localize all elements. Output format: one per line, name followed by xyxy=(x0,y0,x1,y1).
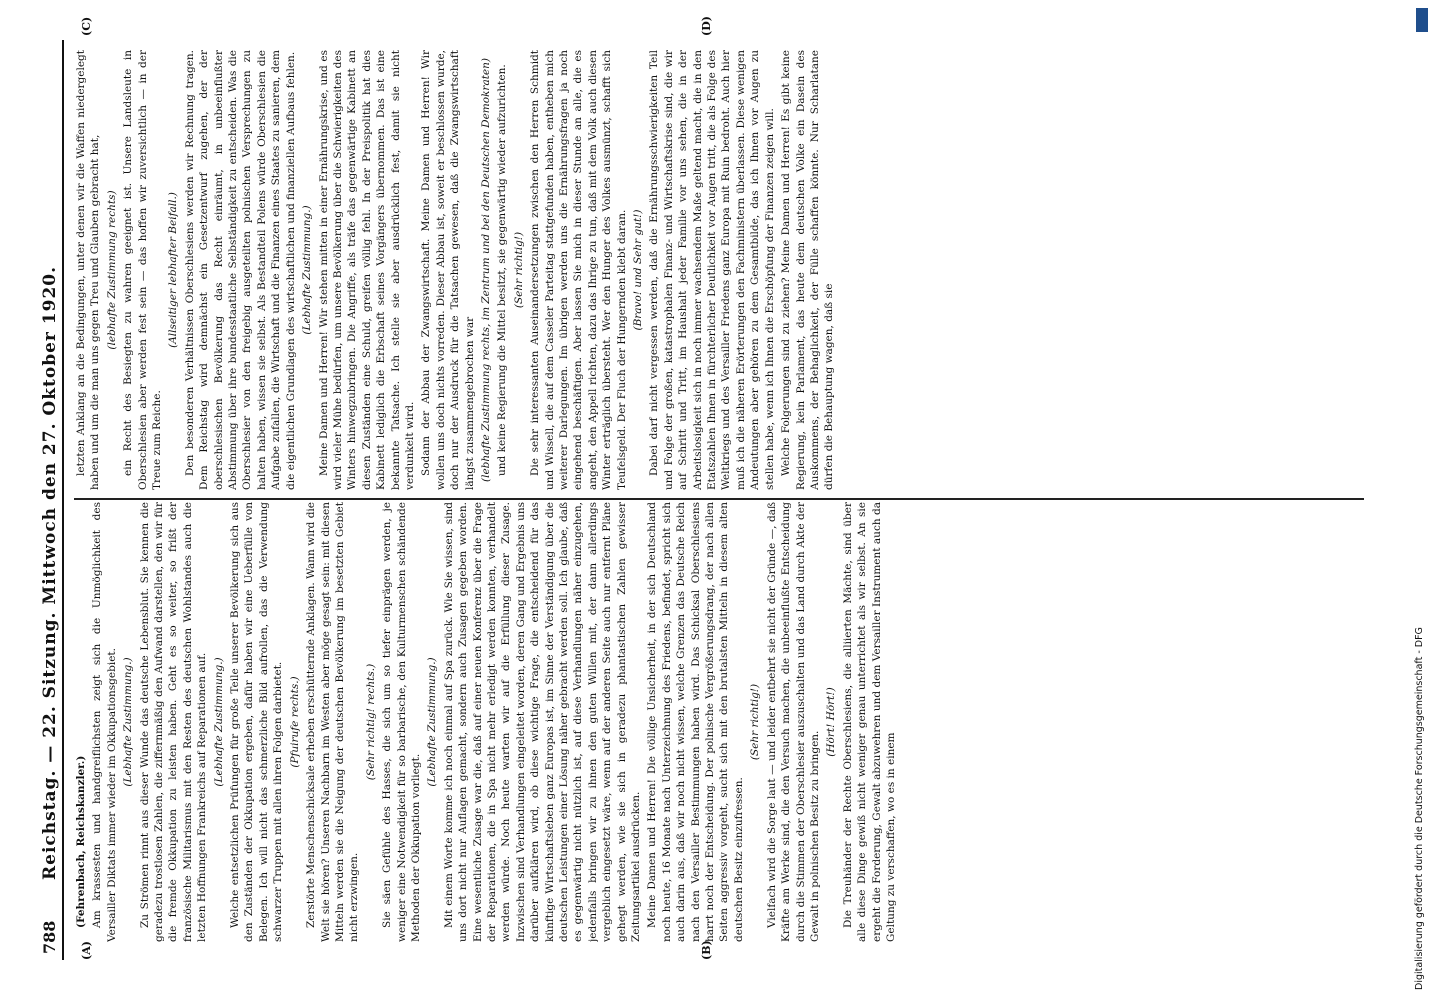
interjection: (Lebhafte Zustimmung.) xyxy=(301,205,314,335)
credit-text: Digitalisierung gefördert durch die Deutsche Forschungsgemeinschaft - DFG xyxy=(1414,627,1425,990)
interjection: (Sehr richtig!) xyxy=(749,683,762,761)
paragraph: Vielfach wird die Sorge laut — und leider entbehrt sie nicht der Gründe —, daß Kräfte am Werke sind, die den Versuch machen, die unbeeinflußte Entscheidung durch die Stimmen der Oberschlesier auszuschalten und das Land durch Akte der Gewalt in polnischen Besitz zu bringen. xyxy=(765,502,821,942)
margin-mark-c: (C) xyxy=(80,16,93,36)
page-number: 788 xyxy=(40,920,59,954)
digitization-credit xyxy=(1412,10,1430,990)
paragraph: Welche Folgerungen sind zu ziehen? Meine Damen und Herren! Es gibt keine Regierung, kein Parlament, das heute dem deutschen Volke ein Dasein des Auskommens, der Behaglichkeit, der Fülle schaffen könnte. Nur Scharlatane dürfen die Behauptung wagen, daß sie xyxy=(780,50,836,490)
paragraph: Die sehr interessanten Auseinandersetzungen zwischen den Herren Schmidt und Wissell, die auf dem Casseler Parteitag stattgefunden haben, entheben mich weiterer Darlegungen. Im übrigen werden uns die Ernährungsfragen ja noch eingehend beschäftigen. Aber lassen Sie mich in dieser Stunde an alle, die es angeht, den Appell richten, dazu das Ihrige zu tun, daß mit dem Volk auch diesen Winter erträglich übersteht. Wer den Hunger des Volkes ausmünzt, schafft sich Teufelsgeld. Der Fluch der Hungernden klebt daran. xyxy=(529,50,628,490)
paragraph: letzten Anklang an die Bedingungen, unter denen wir die Waffen niedergelegt haben und um die man uns gegen Treu und Glauben gebracht hat, xyxy=(75,50,102,490)
paragraph: Zerstörte Menschenschicksale erheben erschütternde Anklagen. Wann wird die Welt sie hören? Unseren Nachbarn im Westen aber möge gesagt sein: mit diesen Mitteln werden sie die Neigung der deutschen Bevölkerung im besetzten Gebiet nicht erzwingen. xyxy=(305,502,361,942)
interjection: (Pfuirufe rechts.) xyxy=(288,676,301,768)
margin-mark-d: (D) xyxy=(700,16,713,36)
interjection: (Lebhafte Zustimmung.) xyxy=(122,657,135,787)
paragraph: Am krassesten und handgreiflichsten zeigt sich die Unmöglichkeit des Versailler Diktats immer wieder im Okkupationsgebiet. xyxy=(91,502,118,942)
paragraph: Die Treuhänder der Rechte Oberschlesiens, die alliierten Mächte, sind über alle diese Dinge gewiß nicht weniger genau unterrichtet als wir selbst. An sie ergeht die Forderung, Gewalt abzuwehren und dem Versailler Instrument auch da Geltung zu verschaffen, wo es in einem xyxy=(841,502,897,942)
paragraph: Meine Damen und Herren! Die völlige Unsicherheit, in der sich Deutschland noch heute, 16 Monate nach Unterzeichnung des Friedens, befindet, spricht sich auch darin aus, daß wir noch nicht wissen, welche Grenzen das Deutsche Reich nach den Versailler Bestimmungen haben wird. Das Schicksal Oberschlesiens harrt noch der Entscheidung. Der polnische Vergrößerungsdrang, der nach allen Seiten aggressiv vorgeht, sucht sich mit den brutalsten Mitteln in diesem alten deutschen Besitz einzufressen. xyxy=(646,502,745,942)
page-header xyxy=(0,0,60,1000)
paragraph: Zu Strömen rinnt aus dieser Wunde das deutsche Lebensblut. Sie kennen die geradezu trostlosen Zahlen, die ziffernmäßig den Aufwand darstellen, den wir für die fremde Okkupation zu leisten haben. Geht es so weiter, so frißt der französische Militarismus mit den Resten des deutschen Wohlstandes auch die letzten Hoffnungen Frankreichs auf Reparationen auf. xyxy=(138,502,209,942)
interjection: (Lebhafte Zustimmung.) xyxy=(426,657,439,787)
interjection: (Sehr richtig! rechts.) xyxy=(364,663,377,781)
column-divider xyxy=(74,499,1364,501)
text-column-left xyxy=(74,502,1354,942)
speaker-label: (Fehrenbach, Reichskanzler.) xyxy=(75,755,87,928)
interjection: (Bravo! und Sehr gut!) xyxy=(632,209,645,331)
page-title: Reichstag. — 22. Sitzung. Mittwoch den 27. Oktober 1920. xyxy=(40,265,60,880)
paragraph: Welche entsetzlichen Prüfungen für große Teile unserer Bevölkerung sich aus den Zuständen der Okkupation ergeben, dafür haben wir eine Ueberfülle von Belegen. Ich will nicht das schmerzliche Bild aufrollen, das die Verwendung schwarzer Truppen mit allen ihren Folgen darbietet. xyxy=(229,502,285,942)
paragraph: Meine Damen und Herren! Wir stehen mitten in einer Ernährungskrise, und es wird vieler Mühe bedürfen, um unsere Bevölkerung über die Schwierigkeiten des Winters hinwegzubringen. Die Angriffe, als träfe das gegenwärtige Kabinett an diesen Zuständen eine Schuld, greifen völlig fehl. In der Preispolitik hat dies Kabinett lediglich die Erbschaft seines Vorgängers übernommen. Das ist eine bekannte Tatsache. Ich stelle sie aber ausdrücklich fest, damit sie nicht verdunkelt wird. xyxy=(317,50,416,490)
interjection: (lebhafte Zustimmung rechts, im Zentrum und bei den Deutschen Demokraten) xyxy=(479,57,492,483)
paragraph: Sie säen Gefühle des Hasses, die sich um so tiefer einprägen werden, je weniger eine Notwendigkeit für so barbarische, den Kulturmenschen schändende Methoden der Okkupation vorliegt. xyxy=(381,502,422,942)
paragraph: ein Recht des Besiegten zu wahren geeignet ist. Unsere Landsleute in Oberschlesien aber werden fest sein — das hoffen wir zuversichtlich — in der Treue zum Reiche. xyxy=(122,50,164,490)
paragraph: Sodann der Abbau der Zwangswirtschaft. Meine Damen und Herren! Wir wollen uns doch nichts vorreden. Dieser Abbau ist, soweit er beschlossen wurde, doch nur der Ausdruck für die Tatsachen gewesen, daß die Zwangswirtschaft längst zusammengebrochen war xyxy=(420,50,476,490)
margin-mark-b: (B) xyxy=(700,940,713,960)
paragraph: und keine Regierung die Mittel besitzt, sie gegenwärtig wieder aufzurichten. xyxy=(496,64,509,476)
paragraph: Dabei darf nicht vergessen werden, daß die Ernährungsschwierigkeiten Teil und Folge der großen, katastrophalen Finanz- und Wirtschaftskrise sind, die wir auf Schritt und Tritt, im Haushalt jeder Familie vor uns sehen, die in der Arbeitslosigkeit sich in noch immer wachsendem Maße geltend macht, die in den Etatszahlen Ihnen in fürchterlicher Deutlichkeit vor Augen tritt, die als Folge des Weltkriegs und des Versailler Friedens ganz Europa mit Ruin bedroht. Auch hier muß ich die näheren Erörterungen den Fachministern überlassen. Diese wenigen Andeutungen aber gehören zu dem Gesamtbilde, das ich Ihnen vor Augen zu stellen habe, wenn ich Ihnen die Erschöpfung der Finanzen zeigen will. xyxy=(648,50,776,490)
interjection: (Lebhafte Zustimmung.) xyxy=(212,657,225,787)
interjection: (Hört! Hört!) xyxy=(825,687,838,757)
interjection: (Allseitiger lebhafter Beifall.) xyxy=(167,192,180,348)
header-rule xyxy=(62,40,64,960)
paragraph: Mit einem Worte komme ich noch einmal auf Spa zurück. Wie Sie wissen, sind uns dort nicht nur Auflagen gemacht, sondern auch Zusagen gegeben worden. Eine wesentliche Zusage war die, daß auf einer neuen Konferenz über die Frage der Reparationen, die in Spa nicht mehr erledigt werden konnten, verhandelt werden würde. Noch heute warten wir auf die Erfüllung dieser Zusage. Inzwischen sind Verhandlungen eingeleitet worden, deren Gang und Ergebnis uns darüber aufklären wird, ob diese wichtige Frage, die entscheidend für das künftige Wirtschaftsleben ganz Europas ist, im Sinne der Verständigung über die deutschen Leistungen einer Lösung näher gebracht werden soll. Ich glaube, daß es gegenwärtig nicht nützlich ist, auf diese Verhandlungen näher einzugehen, jedenfalls bringen wir zu ihnen den guten Willen mit, der dann allerdings vergeblich eingesetzt wäre, wenn auf der anderen Seite auch nur entfernt Pläne gehegt werden, wie sie sich in geradezu phantastischen Zahlen gewisser Zeitungsartikel ausdrücken. xyxy=(442,502,643,942)
paragraph: Den besonderen Verhältnissen Oberschlesiens werden wir Rechnung tragen. Dem Reichstag wird demnächst ein Gesetzentwurf zugehen, der der oberschlesischen Bevölkerung das Recht einräumt, in unbeeinflußter Abstimmung über ihre bundesstaatliche Selbständigkeit zu entscheiden. Was die Oberschlesier von den freigebig ausgeteilten polnischen Versprechungen zu halten haben, wissen sie selbst. Als Bestandteil Polens würde Oberschlesien die Aufgabe zufallen, die Wirtschaft und die Finanzen eines Staates zu sanieren, dem die eigentlichen Grundlagen des wirtschaftlichen und finanziellen Aufbaus fehlen. xyxy=(183,50,297,490)
text-column-right xyxy=(74,50,1354,490)
interjection: (Sehr richtig!) xyxy=(512,231,525,309)
interjection: (lebhafte Zustimmung rechts) xyxy=(105,190,118,350)
margin-mark-a: (A) xyxy=(80,941,93,960)
